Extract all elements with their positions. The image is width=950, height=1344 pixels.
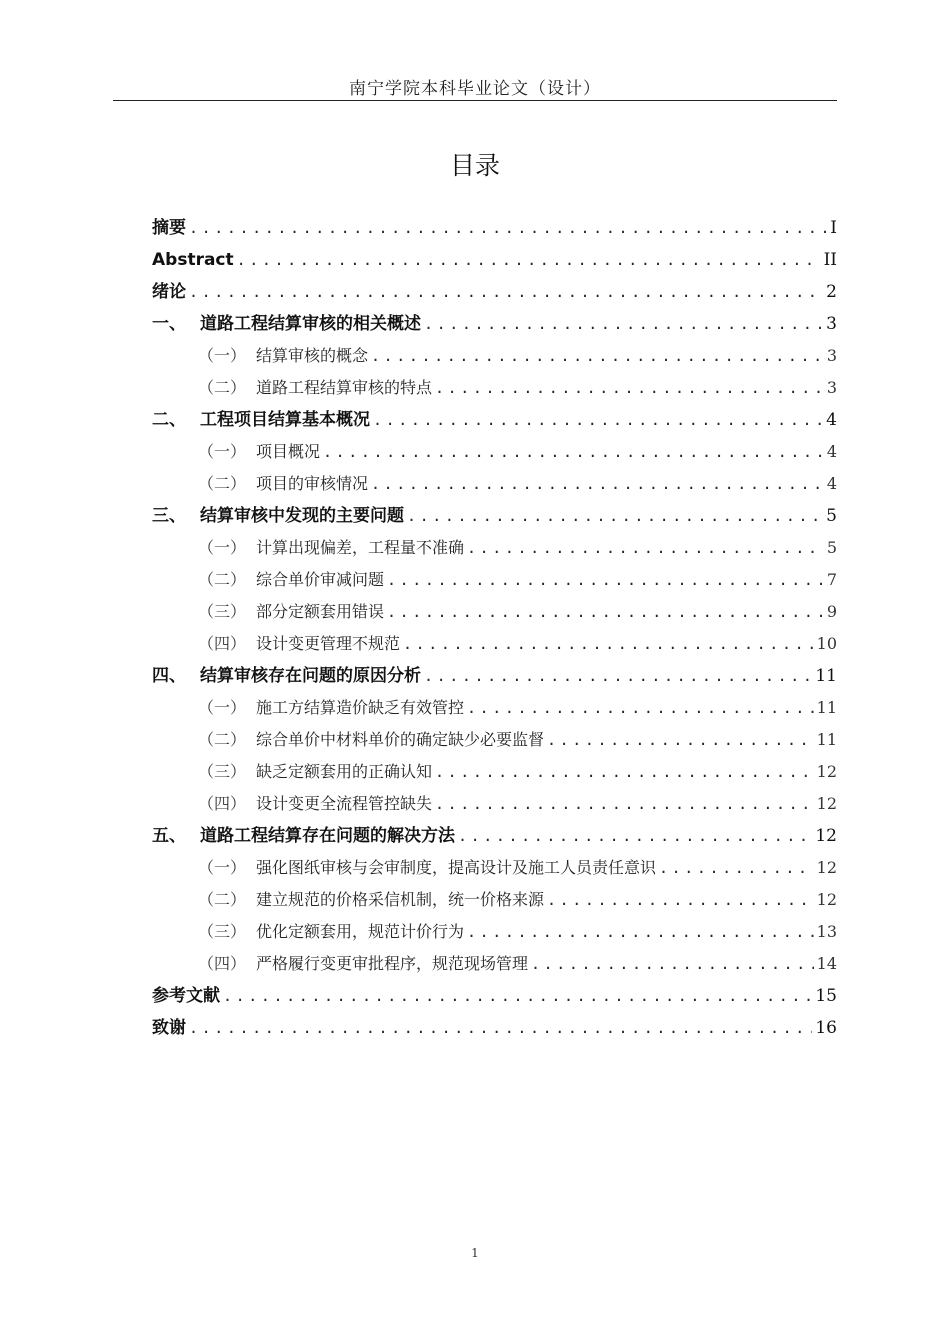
toc-subentry[interactable] bbox=[152, 436, 837, 468]
toc-entry-number: （三） bbox=[198, 922, 247, 941]
toc-page-number: 12 bbox=[815, 826, 837, 846]
toc-entry-label: 参考文献 bbox=[152, 986, 220, 1006]
toc-subentry[interactable] bbox=[152, 948, 837, 980]
toc-leader-dots bbox=[435, 788, 814, 820]
toc-page-number: 3 bbox=[826, 346, 837, 365]
toc-entry-number: 一、 bbox=[152, 314, 186, 334]
toc-entry-number: （一） bbox=[198, 538, 247, 557]
toc-entry-label: 道路工程结算审核的特点 bbox=[256, 378, 433, 397]
toc-entry-label: 结算审核中发现的主要问题 bbox=[200, 506, 404, 526]
toc-entry-number: 五、 bbox=[152, 826, 186, 846]
toc-entry-label: 缺乏定额套用的正确认知 bbox=[256, 762, 433, 781]
toc-entry-label: 道路工程结算存在问题的解决方法 bbox=[200, 826, 455, 846]
toc-entry-label: 综合单价中材料单价的确定缺少必要监督 bbox=[256, 730, 545, 749]
toc-page-number: 3 bbox=[826, 314, 837, 334]
toc-entry-label: 施工方结算造价缺乏有效管控 bbox=[256, 698, 465, 717]
toc-entry-label: 结算审核存在问题的原因分析 bbox=[200, 666, 421, 686]
toc-entry-label: 摘要 bbox=[152, 218, 186, 238]
toc-subentry[interactable] bbox=[152, 564, 837, 596]
toc-leader-dots bbox=[373, 404, 823, 436]
toc-leader-dots bbox=[435, 372, 824, 404]
toc-page-number: 12 bbox=[816, 794, 837, 813]
toc-leader-dots bbox=[223, 980, 812, 1012]
toc-entry-number: （四） bbox=[198, 954, 247, 973]
toc-entry-label: 综合单价审减问题 bbox=[256, 570, 385, 589]
toc-page-number: 12 bbox=[816, 762, 837, 781]
toc-entry-label: 结算审核的概念 bbox=[256, 346, 369, 365]
toc-entry-label: 建立规范的价格采信机制，统一价格来源 bbox=[256, 890, 545, 909]
toc-entry-number: （二） bbox=[198, 570, 247, 589]
toc-leader-dots bbox=[387, 564, 824, 596]
toc-leader-dots bbox=[467, 692, 814, 724]
toc-subentry[interactable] bbox=[152, 916, 837, 948]
toc-subentry[interactable] bbox=[152, 756, 837, 788]
toc-subentry[interactable] bbox=[152, 724, 837, 756]
toc-leader-dots bbox=[424, 660, 812, 692]
toc-page-number: 3 bbox=[826, 378, 837, 397]
toc-page-number: 9 bbox=[826, 602, 837, 621]
page-number: 1 bbox=[471, 1246, 479, 1260]
toc-subentry[interactable] bbox=[152, 532, 837, 564]
toc-leader-dots bbox=[467, 916, 814, 948]
page-title: 目录 bbox=[449, 151, 500, 180]
toc-page-number: 2 bbox=[826, 282, 837, 302]
toc-leader-dots bbox=[407, 500, 823, 532]
toc-entry-number: 四、 bbox=[152, 666, 186, 686]
toc-subentry[interactable] bbox=[152, 372, 837, 404]
toc-entry-label: Abstract bbox=[152, 250, 234, 270]
toc-page-number: 4 bbox=[826, 410, 837, 430]
header-divider bbox=[113, 100, 837, 101]
toc-leader-dots bbox=[547, 884, 814, 916]
toc-entry[interactable] bbox=[152, 244, 837, 276]
toc-leader-dots bbox=[189, 276, 823, 308]
toc-entry-label: 优化定额套用，规范计价行为 bbox=[256, 922, 465, 941]
toc-page-number: 5 bbox=[826, 538, 837, 557]
toc-entry-label: 设计变更管理不规范 bbox=[256, 634, 401, 653]
toc-page-number: 14 bbox=[816, 954, 837, 973]
toc-entry-number: 二、 bbox=[152, 410, 186, 430]
toc-entry-label: 致谢 bbox=[152, 1018, 186, 1038]
toc-entry-number: （四） bbox=[198, 634, 247, 653]
toc-leader-dots bbox=[458, 820, 812, 852]
toc-entry-number: （二） bbox=[198, 474, 247, 493]
toc-leader-dots bbox=[189, 212, 827, 244]
toc-page-number: 12 bbox=[816, 858, 837, 877]
toc-entry-label: 工程项目结算基本概况 bbox=[200, 410, 370, 430]
toc-page-number: I bbox=[830, 218, 837, 238]
toc-subentry[interactable] bbox=[152, 692, 837, 724]
toc-page-number: 12 bbox=[816, 890, 837, 909]
toc-page-number: 11 bbox=[816, 730, 837, 749]
toc-entry-number: （一） bbox=[198, 698, 247, 717]
toc-leader-dots bbox=[403, 628, 814, 660]
toc-subentry[interactable] bbox=[152, 340, 837, 372]
toc-entry-number: （一） bbox=[198, 858, 247, 877]
toc-entry-label: 绪论 bbox=[152, 282, 186, 302]
toc-leader-dots bbox=[547, 724, 814, 756]
toc-entry[interactable] bbox=[152, 660, 837, 692]
toc-page-number: 4 bbox=[826, 474, 837, 493]
toc-page-number: 15 bbox=[815, 986, 837, 1006]
toc-entry-number: （一） bbox=[198, 346, 247, 365]
toc-subentry[interactable] bbox=[152, 788, 837, 820]
toc-entry-label: 项目概况 bbox=[256, 442, 321, 461]
toc-entry-number: （二） bbox=[198, 378, 247, 397]
toc-entry[interactable] bbox=[152, 1012, 837, 1044]
toc-entry-number: （二） bbox=[198, 730, 247, 749]
toc-leader-dots bbox=[371, 468, 824, 500]
toc-subentry[interactable] bbox=[152, 468, 837, 500]
toc-leader-dots bbox=[659, 852, 814, 884]
toc-leader-dots bbox=[189, 1012, 812, 1044]
toc-leader-dots bbox=[237, 244, 821, 276]
toc-entry-number: （四） bbox=[198, 794, 247, 813]
toc-entry[interactable] bbox=[152, 500, 837, 532]
toc-entry[interactable] bbox=[152, 212, 837, 244]
toc-leader-dots bbox=[424, 308, 823, 340]
toc-page-number: 11 bbox=[815, 666, 837, 686]
toc-leader-dots bbox=[387, 596, 824, 628]
toc-subentry[interactable] bbox=[152, 852, 837, 884]
toc-entry-label: 部分定额套用错误 bbox=[256, 602, 385, 621]
toc-subentry[interactable] bbox=[152, 628, 837, 660]
toc-entry-number: （三） bbox=[198, 762, 247, 781]
toc-entry[interactable] bbox=[152, 404, 837, 436]
toc-entry[interactable] bbox=[152, 980, 837, 1012]
toc-subentry[interactable] bbox=[152, 884, 837, 916]
toc-page-number: 5 bbox=[826, 506, 837, 526]
page-header: 南宁学院本科毕业论文（设计） bbox=[349, 79, 601, 99]
toc-leader-dots bbox=[371, 340, 824, 372]
toc-entry[interactable] bbox=[152, 308, 837, 340]
toc-page-number: 10 bbox=[816, 634, 837, 653]
toc-leader-dots bbox=[323, 436, 824, 468]
toc-page-number: 13 bbox=[816, 922, 837, 941]
toc-page-number: II bbox=[823, 250, 837, 270]
toc-leader-dots bbox=[531, 948, 814, 980]
toc-page-number: 11 bbox=[816, 698, 837, 717]
toc-entry-label: 设计变更全流程管控缺失 bbox=[256, 794, 433, 813]
toc-entry-number: （一） bbox=[198, 442, 247, 461]
toc-entry-label: 强化图纸审核与会审制度，提高设计及施工人员责任意识 bbox=[256, 858, 657, 877]
toc-leader-dots bbox=[467, 532, 824, 564]
toc-entry-label: 道路工程结算审核的相关概述 bbox=[200, 314, 421, 334]
toc-page-number: 7 bbox=[826, 570, 837, 589]
toc-page-number: 16 bbox=[815, 1018, 837, 1038]
toc-entry[interactable] bbox=[152, 820, 837, 852]
toc-entry-number: 三、 bbox=[152, 506, 186, 526]
toc-page-number: 4 bbox=[826, 442, 837, 461]
toc-entry-label: 计算出现偏差，工程量不准确 bbox=[256, 538, 465, 557]
table-of-contents bbox=[152, 212, 837, 1044]
toc-entry-number: （三） bbox=[198, 602, 247, 621]
toc-subentry[interactable] bbox=[152, 596, 837, 628]
toc-leader-dots bbox=[435, 756, 814, 788]
toc-entry[interactable] bbox=[152, 276, 837, 308]
toc-entry-label: 项目的审核情况 bbox=[256, 474, 369, 493]
toc-entry-number: （二） bbox=[198, 890, 247, 909]
toc-entry-label: 严格履行变更审批程序，规范现场管理 bbox=[256, 954, 529, 973]
